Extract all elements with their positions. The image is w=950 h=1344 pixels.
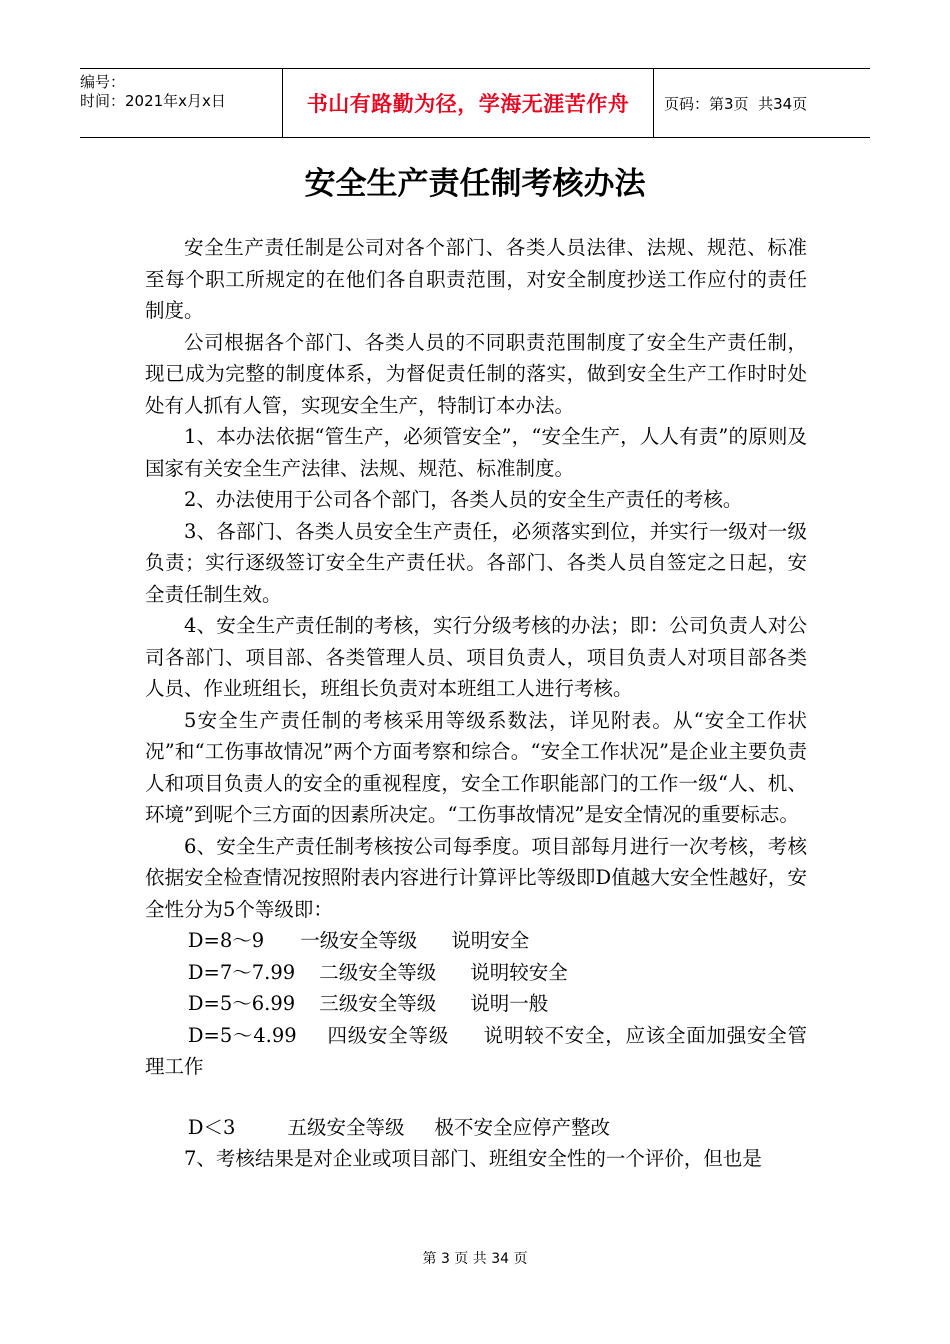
page-footer: 第 3 页 共 34 页 xyxy=(422,1251,528,1267)
paragraph: 7、考核结果是对企业或项目部门、班组安全性的一个评价，但也是 xyxy=(184,1147,762,1170)
paragraph: 5安全生产责任制的考核采用等级系数法，详见附表。从“安全工作状况”和“工伤事故情况”两个方面考察和综合。“安全工作状况”是企业主要负责人和项目负责人的安全的重视程度，安全工作职能部门的工作一级“人、机、环境”到呢个三方面的因素所决定。“工伤事故情况”是安全情况的重要标志。 xyxy=(145,708,807,826)
header-page-info: 页码：第3页 共34页 xyxy=(664,94,808,113)
level-range: D=5～6.99 xyxy=(187,992,296,1015)
paragraph: 公司根据各个部门、各类人员的不同职责范围制度了安全生产责任制，现已成为完整的制度体系，为督促责任制的落实，做到安全生产工作时时处处有人抓有人管，实现安全生产，特制订本办法。 xyxy=(145,330,807,417)
document-title: 安全生产责任制考核办法 xyxy=(304,166,646,202)
level-desc: 说明一般 xyxy=(470,992,549,1015)
header-meta xyxy=(80,69,282,137)
safety-level-1 xyxy=(145,925,807,957)
time-label: 时间：2021年x月x日 xyxy=(80,92,226,110)
paragraph: 3、各部门、各类人员安全生产责任，必须落实到位，并实行一级对一级负责；实行逐级签订安全生产责任状。各部门、各类人员自签定之日起，安全责任制生效。 xyxy=(145,519,807,606)
level-range: D=5～4.99 xyxy=(187,1023,297,1047)
level-range: D＜3 xyxy=(187,1115,236,1139)
paragraph: 2、办法使用于公司各个部门，各类人员的安全生产责任的考核。 xyxy=(184,488,743,511)
level-grade: 二级安全等级 xyxy=(319,960,437,984)
level-grade: 一级安全等级 xyxy=(300,929,418,952)
safety-level-4 xyxy=(145,1020,807,1083)
header-motto: 书山有路勤为径，学海无涯苦作舟 xyxy=(282,69,654,137)
level-grade: 四级安全等级 xyxy=(326,1023,449,1047)
level-range: D=7～7.99 xyxy=(187,960,296,984)
level-desc: 极不安全应停产整改 xyxy=(434,1115,610,1139)
paragraph: 1、本办法依据“管生产，必须管安全”，“安全生产，人人有责”的原则及国家有关安全生产法律、法规、规范、标准制度。 xyxy=(145,425,807,480)
paragraph: 安全生产责任制是公司对各个部门、各类人员法律、法规、规范、标准至每个职工所规定的在他们各自职责范围，对安全制度抄送工作应付的责任制度。 xyxy=(145,236,807,322)
paragraph: 4、安全生产责任制的考核，实行分级考核的办法；即：公司负责人对公司各部门、项目部、各类管理人员、项目负责人，项目负责人对项目部各类人员、作业班组长，班组长负责对本班组工人进行考核。 xyxy=(145,614,807,700)
document-body xyxy=(145,232,807,1175)
level-grade: 五级安全等级 xyxy=(287,1115,405,1139)
level-grade: 三级安全等级 xyxy=(319,992,437,1015)
safety-level-3 xyxy=(145,988,807,1020)
safety-level-2 xyxy=(145,957,807,989)
level-desc: 说明安全 xyxy=(451,929,530,952)
level-desc: 说明较不安全，应该全面加强安全管理工作 xyxy=(145,1023,807,1078)
number-label: 编号： xyxy=(80,73,126,91)
page-header xyxy=(80,68,870,138)
level-desc: 说明较安全 xyxy=(470,960,568,984)
level-range: D=8～9 xyxy=(187,929,265,952)
safety-level-5 xyxy=(145,1112,807,1144)
paragraph: 6、安全生产责任制考核按公司每季度。项目部每月进行一次考核，考核依据安全检查情况按照附表内容进行计算评比等级即D值越大安全性越好，安全性分为5个等级即： xyxy=(145,834,807,921)
